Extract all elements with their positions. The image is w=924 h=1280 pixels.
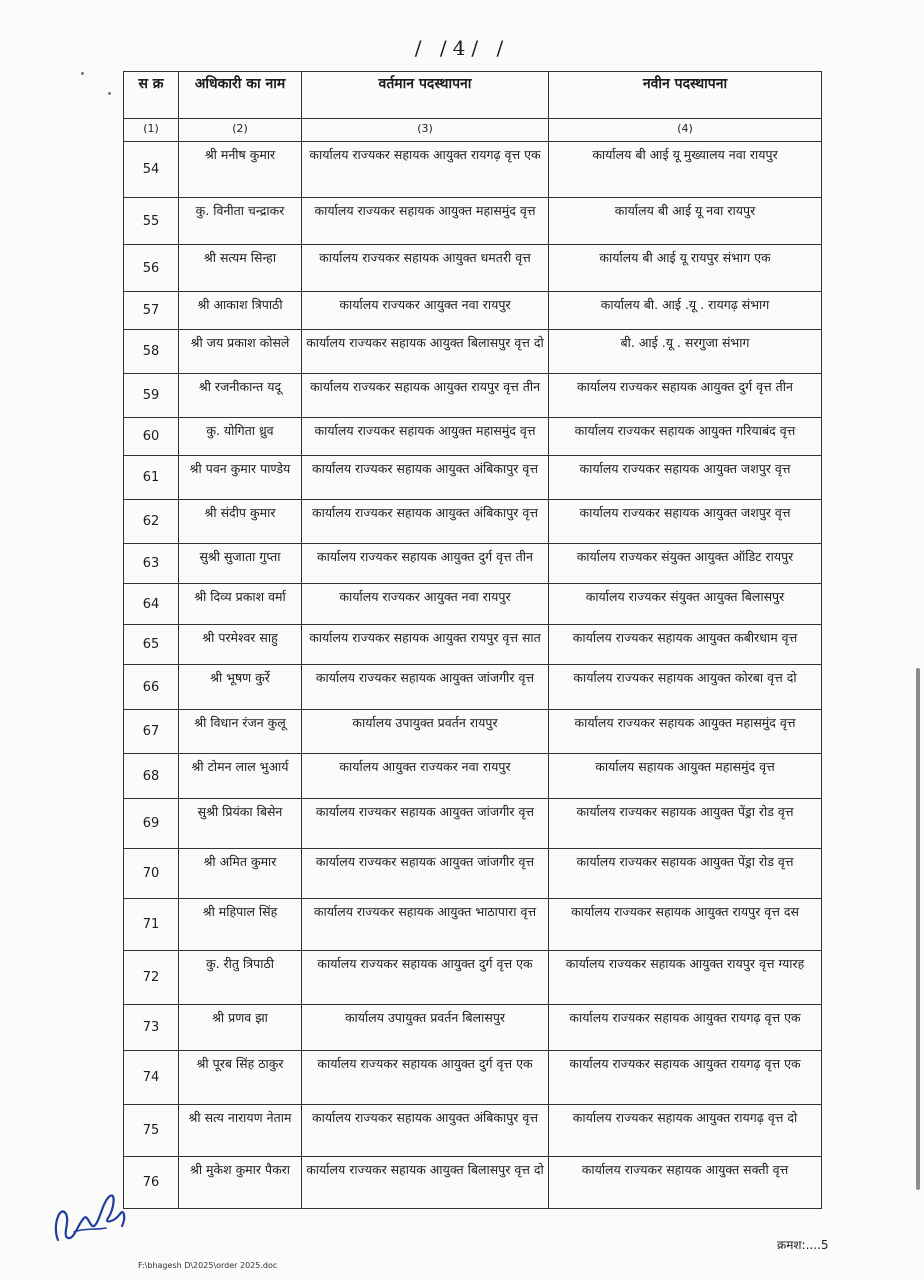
scan-speck [108, 92, 111, 95]
table-row [124, 665, 822, 710]
new-posting-cell: कार्यालय राज्यकर सहायक आयुक्त पेंड्रा रोड वृत्त [549, 849, 822, 899]
new-posting-cell: कार्यालय सहायक आयुक्त महासमुंद वृत्त [549, 754, 822, 799]
officer-name-cell: कु. योगिता ध्रुव [179, 418, 302, 456]
table-row [124, 330, 822, 374]
table-row [124, 1105, 822, 1157]
file-path: F:\bhagesh D\2025\order 2025.doc [138, 1261, 278, 1270]
serial-number-cell: 73 [124, 1005, 179, 1051]
column-number: (1) [124, 119, 179, 142]
new-posting-cell: कार्यालय राज्यकर सहायक आयुक्त रायगढ़ वृत्त एक [549, 1005, 822, 1051]
header-officer-name: अधिकारी का नाम [179, 72, 302, 119]
new-posting-cell: कार्यालय राज्यकर सहायक आयुक्त रायपुर वृत्त दस [549, 899, 822, 951]
officer-name-cell: श्री महिपाल सिंह [179, 899, 302, 951]
table-row [124, 899, 822, 951]
officer-name-cell: श्री पवन कुमार पाण्डेय [179, 456, 302, 500]
serial-number-cell: 64 [124, 584, 179, 625]
serial-number-cell: 75 [124, 1105, 179, 1157]
table-row [124, 799, 822, 849]
table-row [124, 1051, 822, 1105]
current-posting-cell: कार्यालय उपायुक्त प्रवर्तन बिलासपुर [302, 1005, 549, 1051]
current-posting-cell: कार्यालय राज्यकर आयुक्त नवा रायपुर [302, 584, 549, 625]
serial-number-cell: 67 [124, 710, 179, 754]
new-posting-cell: कार्यालय राज्यकर सहायक आयुक्त जशपुर वृत्त [549, 500, 822, 544]
column-number: (4) [549, 119, 822, 142]
serial-number-cell: 62 [124, 500, 179, 544]
officer-name-cell: कु. विनीता चन्द्राकर [179, 198, 302, 245]
new-posting-cell: कार्यालय बी आई यू मुख्यालय नवा रायपुर [549, 142, 822, 198]
serial-number-cell: 58 [124, 330, 179, 374]
officer-name-cell: सुश्री सुजाता गुप्ता [179, 544, 302, 584]
serial-number-cell: 60 [124, 418, 179, 456]
officer-name-cell: श्री आकाश त्रिपाठी [179, 292, 302, 330]
serial-number-cell: 69 [124, 799, 179, 849]
table-row [124, 374, 822, 418]
header-new-posting: नवीन पदस्थापना [549, 72, 822, 119]
serial-number-cell: 55 [124, 198, 179, 245]
serial-number-cell: 65 [124, 625, 179, 665]
serial-number-cell: 76 [124, 1157, 179, 1209]
officer-name-cell: कु. रीतु त्रिपाठी [179, 951, 302, 1005]
new-posting-cell: कार्यालय राज्यकर सहायक आयुक्त दुर्ग वृत्त तीन [549, 374, 822, 418]
serial-number-cell: 68 [124, 754, 179, 799]
new-posting-cell: कार्यालय राज्यकर सहायक आयुक्त महासमुंद वृत्त [549, 710, 822, 754]
officer-name-cell: श्री परमेश्वर साहु [179, 625, 302, 665]
table-row [124, 1157, 822, 1209]
table-row [124, 625, 822, 665]
current-posting-cell: कार्यालय राज्यकर आयुक्त नवा रायपुर [302, 292, 549, 330]
new-posting-cell: कार्यालय बी आई यू रायपुर संभाग एक [549, 245, 822, 292]
new-posting-cell: कार्यालय राज्यकर सहायक आयुक्त कबीरधाम वृत्त [549, 625, 822, 665]
current-posting-cell: कार्यालय राज्यकर सहायक आयुक्त महासमुंद वृत्त [302, 198, 549, 245]
new-posting-cell: कार्यालय राज्यकर सहायक आयुक्त सक्ती वृत्त [549, 1157, 822, 1209]
serial-number-cell: 61 [124, 456, 179, 500]
serial-number-cell: 70 [124, 849, 179, 899]
new-posting-cell: बी. आई .यू . सरगुजा संभाग [549, 330, 822, 374]
signature-image [44, 1188, 134, 1248]
officer-name-cell: श्री मुकेश कुमार पैकरा [179, 1157, 302, 1209]
current-posting-cell: कार्यालय राज्यकर सहायक आयुक्त दुर्ग वृत्त तीन [302, 544, 549, 584]
serial-number-cell: 71 [124, 899, 179, 951]
table-body [124, 142, 822, 1209]
current-posting-cell: कार्यालय राज्यकर सहायक आयुक्त जांजगीर वृत्त [302, 665, 549, 710]
officer-name-cell: श्री टोमन लाल भुआर्य [179, 754, 302, 799]
serial-number-cell: 66 [124, 665, 179, 710]
officer-name-cell: श्री सत्यम सिन्हा [179, 245, 302, 292]
serial-number-cell: 72 [124, 951, 179, 1005]
new-posting-cell: कार्यालय राज्यकर संयुक्त आयुक्त बिलासपुर [549, 584, 822, 625]
table-row [124, 245, 822, 292]
current-posting-cell: कार्यालय राज्यकर सहायक आयुक्त जांजगीर वृत्त [302, 799, 549, 849]
new-posting-cell: कार्यालय बी. आई .यू . रायगढ़ संभाग [549, 292, 822, 330]
table-header-row [124, 72, 822, 119]
serial-number-cell: 56 [124, 245, 179, 292]
header-serial: स क्र [124, 72, 179, 119]
serial-number-cell: 74 [124, 1051, 179, 1105]
current-posting-cell: कार्यालय राज्यकर सहायक आयुक्त अंबिकापुर वृत्त [302, 500, 549, 544]
officer-name-cell: श्री अमित कुमार [179, 849, 302, 899]
table-row [124, 292, 822, 330]
current-posting-cell: कार्यालय राज्यकर सहायक आयुक्त रायगढ़ वृत्त एक [302, 142, 549, 198]
new-posting-cell: कार्यालय राज्यकर संयुक्त आयुक्त ऑडिट रायपुर [549, 544, 822, 584]
table-row [124, 1005, 822, 1051]
new-posting-cell: कार्यालय बी आई यू नवा रायपुर [549, 198, 822, 245]
transfer-table [123, 71, 822, 1209]
current-posting-cell: कार्यालय राज्यकर सहायक आयुक्त रायपुर वृत्त सात [302, 625, 549, 665]
new-posting-cell: कार्यालय राज्यकर सहायक आयुक्त गरियाबंद वृत्त [549, 418, 822, 456]
table-row [124, 544, 822, 584]
new-posting-cell: कार्यालय राज्यकर सहायक आयुक्त रायपुर वृत्त ग्यारह [549, 951, 822, 1005]
serial-number-cell: 54 [124, 142, 179, 198]
officer-name-cell: सुश्री प्रियंका बिसेन [179, 799, 302, 849]
scrollbar[interactable] [916, 668, 920, 1190]
current-posting-cell: कार्यालय राज्यकर सहायक आयुक्त रायपुर वृत्त तीन [302, 374, 549, 418]
new-posting-cell: कार्यालय राज्यकर सहायक आयुक्त पेंड्रा रोड वृत्त [549, 799, 822, 849]
serial-number-cell: 63 [124, 544, 179, 584]
current-posting-cell: कार्यालय राज्यकर सहायक आयुक्त बिलासपुर वृत्त दो [302, 1157, 549, 1209]
officer-name-cell: श्री प्रणव झा [179, 1005, 302, 1051]
current-posting-cell: कार्यालय राज्यकर सहायक आयुक्त दुर्ग वृत्त एक [302, 1051, 549, 1105]
officer-name-cell: श्री मनीष कुमार [179, 142, 302, 198]
new-posting-cell: कार्यालय राज्यकर सहायक आयुक्त कोरबा वृत्त दो [549, 665, 822, 710]
table-row [124, 584, 822, 625]
table-row [124, 754, 822, 799]
page-number: / /4/ / [414, 36, 510, 60]
new-posting-cell: कार्यालय राज्यकर सहायक आयुक्त रायगढ़ वृत्त दो [549, 1105, 822, 1157]
officer-name-cell: श्री विधान रंजन कुलू [179, 710, 302, 754]
officer-name-cell: श्री संदीप कुमार [179, 500, 302, 544]
column-number: (3) [302, 119, 549, 142]
current-posting-cell: कार्यालय राज्यकर सहायक आयुक्त जांजगीर वृत्त [302, 849, 549, 899]
officer-name-cell: श्री दिव्य प्रकाश वर्मा [179, 584, 302, 625]
column-number: (2) [179, 119, 302, 142]
column-number-row [124, 119, 822, 142]
current-posting-cell: कार्यालय राज्यकर सहायक आयुक्त भाठापारा वृत्त [302, 899, 549, 951]
officer-name-cell: श्री भूषण कुर्रे [179, 665, 302, 710]
continuation-note: क्रमश:....5 [777, 1238, 829, 1252]
officer-name-cell: श्री जय प्रकाश कोसले [179, 330, 302, 374]
table-row [124, 500, 822, 544]
current-posting-cell: कार्यालय राज्यकर सहायक आयुक्त अंबिकापुर वृत्त [302, 1105, 549, 1157]
table-row [124, 710, 822, 754]
scan-speck [81, 72, 84, 75]
officer-name-cell: श्री पूरब सिंह ठाकुर [179, 1051, 302, 1105]
serial-number-cell: 57 [124, 292, 179, 330]
table-row [124, 418, 822, 456]
table-row [124, 456, 822, 500]
officer-name-cell: श्री रजनीकान्त यदू [179, 374, 302, 418]
table-row [124, 951, 822, 1005]
new-posting-cell: कार्यालय राज्यकर सहायक आयुक्त रायगढ़ वृत्त एक [549, 1051, 822, 1105]
current-posting-cell: कार्यालय राज्यकर सहायक आयुक्त महासमुंद वृत्त [302, 418, 549, 456]
new-posting-cell: कार्यालय राज्यकर सहायक आयुक्त जशपुर वृत्त [549, 456, 822, 500]
current-posting-cell: कार्यालय उपायुक्त प्रवर्तन रायपुर [302, 710, 549, 754]
table-row [124, 198, 822, 245]
serial-number-cell: 59 [124, 374, 179, 418]
officer-name-cell: श्री सत्य नारायण नेताम [179, 1105, 302, 1157]
current-posting-cell: कार्यालय राज्यकर सहायक आयुक्त बिलासपुर वृत्त दो [302, 330, 549, 374]
table-row [124, 849, 822, 899]
current-posting-cell: कार्यालय राज्यकर सहायक आयुक्त धमतरी वृत्त [302, 245, 549, 292]
current-posting-cell: कार्यालय आयुक्त राज्यकर नवा रायपुर [302, 754, 549, 799]
current-posting-cell: कार्यालय राज्यकर सहायक आयुक्त अंबिकापुर वृत्त [302, 456, 549, 500]
header-current-posting: वर्तमान पदस्थापना [302, 72, 549, 119]
table-row [124, 142, 822, 198]
current-posting-cell: कार्यालय राज्यकर सहायक आयुक्त दुर्ग वृत्त एक [302, 951, 549, 1005]
